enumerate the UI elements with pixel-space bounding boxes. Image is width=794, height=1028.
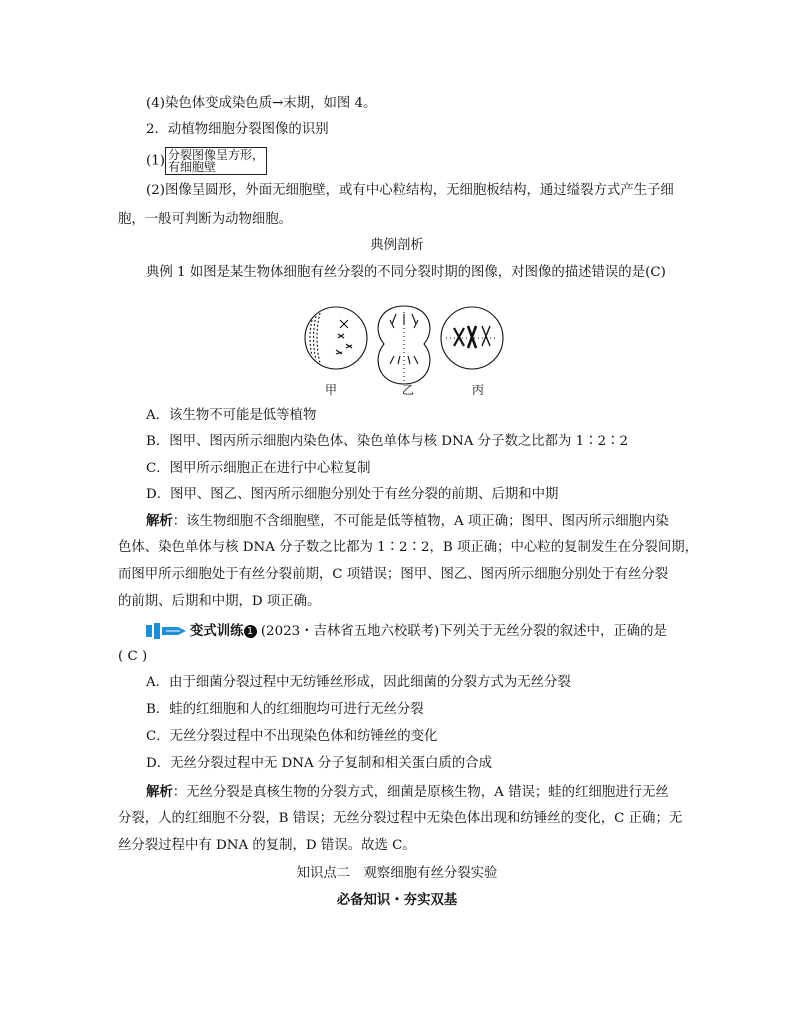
section-heading: 知识点二 观察细胞有丝分裂实验 [296,866,498,881]
explanation-line: 的前期、后期和中期，D 项正确。 [118,594,321,609]
option-a: A．由于细菌分裂过程中无纺锤丝形成，因此细菌的分裂方式为无丝分裂 [146,675,571,690]
explanation-text: ：无丝分裂是真核生物的分裂方式，细菌是原核生物，A 错误；蛙的红细胞进行无丝 [172,785,669,800]
section-heading: 典例剖析 [370,238,424,253]
answer-letter: C [650,265,661,280]
explanation-label: 解析 [146,784,173,800]
text-line: 2．动植物细胞分裂图像的识别 [146,122,329,137]
figure-label-yi: 乙 [402,383,415,397]
explanation-line: 丝分裂过程中有 DNA 的复制，D 错误。故选 C。 [118,838,416,853]
question-text [146,263,666,283]
option-b: B．图甲、图丙所示细胞内染色体、染色单体与核 DNA 分子数之比都为 1∶2∶2 [146,434,629,449]
option-a: A．该生物不可能是低等植物 [146,408,317,423]
explanation-label: 解析 [146,513,173,529]
text-line: (2)图像呈圆形，外面无细胞壁，或有中心粒结构，无细胞板结构，通过缢裂方式产生子细 [146,183,674,198]
pen-badge-icon [146,621,188,641]
explanation-line: 色体、染色单体与核 DNA 分子数之比都为 1∶2∶2，B 项正确；中心粒的复制发生在分裂间期， [118,540,698,555]
explanation-line [146,782,669,803]
question-stem: 典例 1 如图是某生物体细胞有丝分裂的不同分裂时期的图像，对图像的描述错误的是( [146,265,651,280]
variant-label: 变式训练 [190,623,244,639]
option-d: D．图甲、图乙、图丙所示细胞分别处于有丝分裂的前期、后期和中期 [146,487,559,502]
explanation-line: 而图甲所示细胞处于有丝分裂前期，C 项错误；图甲、图乙、图丙所示细胞分别处于有丝分裂 [118,567,669,582]
option-c: C．无丝分裂过程中不出现染色体和纺锤丝的变化 [146,729,438,744]
option-b: B．蛙的红细胞和人的红细胞均可进行无丝分裂 [146,702,424,717]
paren-close: ) [660,265,666,280]
item-number: (1) [146,153,165,169]
text-line: 胞，一般可判断为动物细胞。 [118,212,293,227]
variant-question: (2023・吉林省五地六校联考)下列关于无丝分裂的叙述中，正确的是 [260,624,667,639]
variant-training-line [190,621,667,642]
figure-label-bing: 丙 [472,383,485,397]
variant-answer: ( C ) [118,649,148,664]
text-line: (4)染色体变成染色质→末期，如图 4。 [146,96,377,111]
section-subheading: 必备知识・夯实双基 [336,892,458,908]
explanation-line: 分裂，人的红细胞不分裂，B 错误；无丝分裂过程中无染色体出现和纺锤丝的变化，C 正确；无 [118,811,683,826]
option-c: C．图甲所示细胞正在进行中心粒复制 [146,461,371,476]
option-d: D．无丝分裂过程中无 DNA 分子复制和相关蛋白质的合成 [146,756,492,771]
explanation-text: ：该生物细胞不含细胞壁，不可能是低等植物，A 项正确；图甲、图丙所示细胞内染 [172,514,669,529]
explanation-line [146,511,669,532]
boxed-text: 分裂图像呈方形，有细胞壁 [165,147,267,175]
figure-label-jia: 甲 [325,383,338,397]
variant-number: 1 [244,625,257,638]
text-line [146,147,267,175]
